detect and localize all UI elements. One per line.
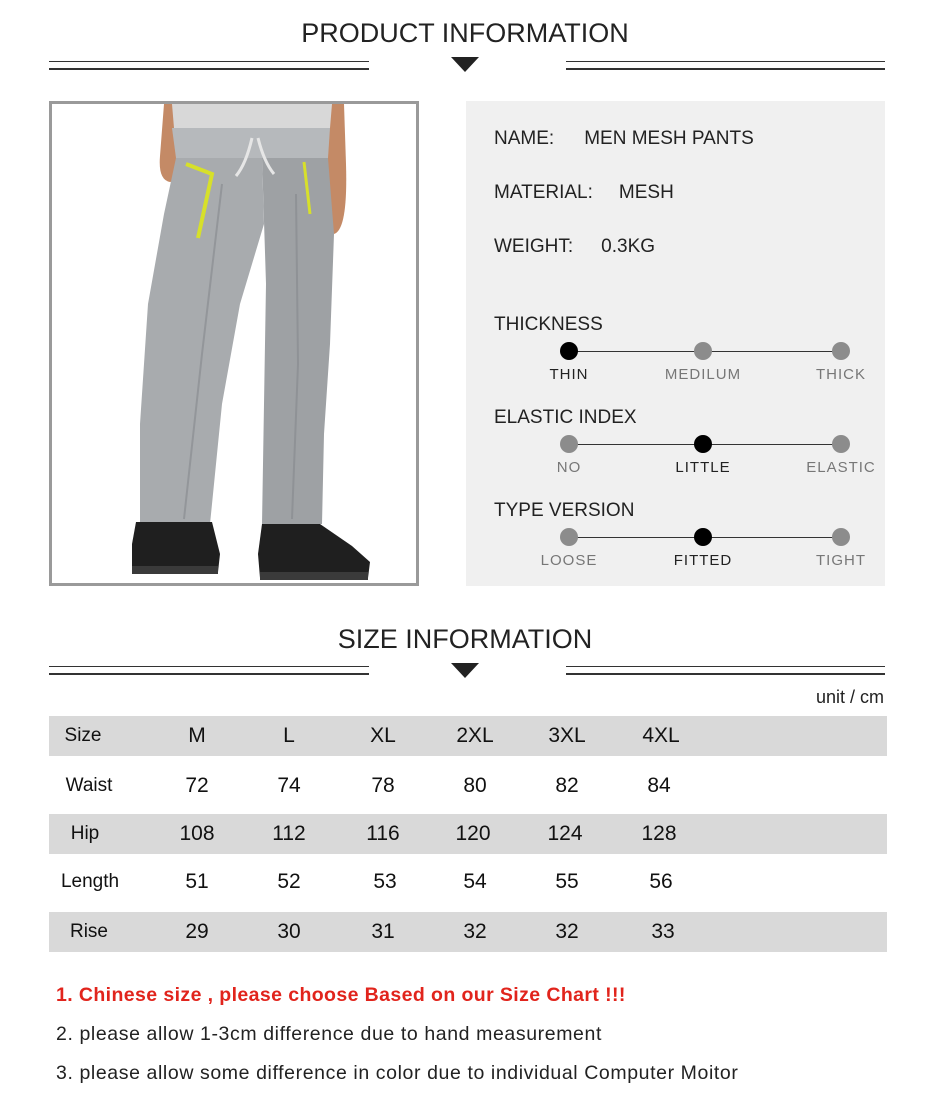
thickness-dot-medium <box>694 342 712 360</box>
table-cell: 56 <box>649 870 673 893</box>
elastic-index-title: ELASTIC INDEX <box>494 407 637 428</box>
detail-name-value: MEN MESH PANTS <box>584 128 754 149</box>
table-row-waist <box>49 766 887 806</box>
table-header-cell: Size <box>64 725 102 746</box>
elastic-dot-little <box>694 435 712 453</box>
detail-name-label: NAME: <box>494 128 555 149</box>
size-arrow-icon <box>451 663 479 678</box>
table-cell: 74 <box>277 774 301 797</box>
type-dot-fitted <box>694 528 712 546</box>
table-header-cell: XL <box>370 724 396 747</box>
table-cell: 29 <box>185 920 209 943</box>
table-cell: 116 <box>366 822 400 845</box>
elastic-dot-no <box>560 435 578 453</box>
title-rule-right <box>566 61 885 70</box>
table-row-length <box>49 862 887 902</box>
table-header-cell: 4XL <box>642 724 680 747</box>
size-information-title: SIZE INFORMATION <box>337 624 593 654</box>
table-row-hip <box>49 814 887 854</box>
table-row-rise <box>49 912 887 952</box>
thickness-label-thick: THICK <box>816 366 866 383</box>
table-header-cell: M <box>188 724 206 747</box>
thickness-dot-thin <box>560 342 578 360</box>
type-dot-loose <box>560 528 578 546</box>
table-cell: 120 <box>455 822 491 845</box>
table-cell: 33 <box>651 920 675 943</box>
title-rule-left <box>49 61 369 70</box>
elastic-label-little: LITTLE <box>675 459 731 476</box>
detail-material-label: MATERIAL: <box>494 182 593 203</box>
table-row-label: Rise <box>69 921 109 942</box>
detail-weight-label: WEIGHT: <box>494 236 574 257</box>
size-rule-left <box>49 666 369 675</box>
elastic-dot-elastic <box>832 435 850 453</box>
elastic-label-elastic: ELASTIC <box>806 459 876 476</box>
product-info-panel <box>466 101 885 586</box>
table-cell: 51 <box>185 870 209 893</box>
table-cell: 112 <box>272 822 306 845</box>
table-cell: 55 <box>555 870 579 893</box>
table-row-label: Waist <box>65 775 113 796</box>
elastic-label-no: NO <box>556 459 582 476</box>
table-cell: 53 <box>373 870 397 893</box>
table-cell: 84 <box>647 774 671 797</box>
type-dot-tight <box>832 528 850 546</box>
table-cell: 32 <box>555 920 579 943</box>
product-information-title: PRODUCT INFORMATION <box>301 18 629 48</box>
type-version-title: TYPE VERSION <box>494 500 635 521</box>
table-header-cell: 2XL <box>456 724 494 747</box>
table-cell: 72 <box>185 774 209 797</box>
table-cell: 78 <box>371 774 395 797</box>
product-photo <box>49 101 419 586</box>
detail-name <box>494 128 754 150</box>
table-cell: 108 <box>179 822 215 845</box>
table-cell: 128 <box>641 822 677 845</box>
size-rule-right <box>566 666 885 675</box>
table-cell: 31 <box>371 920 395 943</box>
thickness-dot-thick <box>832 342 850 360</box>
table-row-label: Hip <box>70 823 100 844</box>
title-arrow-icon <box>451 57 479 72</box>
table-cell: 52 <box>277 870 301 893</box>
type-label-loose: LOOSE <box>540 552 598 569</box>
table-cell: 80 <box>463 774 487 797</box>
unit-label: unit / cm <box>815 687 884 707</box>
thickness-title: THICKNESS <box>494 314 603 335</box>
type-label-fitted: FITTED <box>673 552 733 569</box>
pants-illustration <box>52 104 416 583</box>
detail-weight <box>494 236 655 258</box>
size-table <box>49 716 887 952</box>
table-cell: 54 <box>463 870 487 893</box>
detail-weight-value: 0.3KG <box>601 236 656 257</box>
table-header-cell: 3XL <box>548 724 586 747</box>
note-measurement: 2. please allow 1-3cm difference due to hand measurement <box>56 1023 602 1045</box>
table-header-cell: L <box>283 724 295 747</box>
note-color: 3. please allow some difference in color due to individual Computer Moitor <box>56 1062 739 1084</box>
table-cell: 124 <box>547 822 583 845</box>
table-cell: 82 <box>555 774 579 797</box>
thickness-label-thin: THIN <box>549 366 589 383</box>
type-label-tight: TIGHT <box>816 552 866 569</box>
detail-material <box>494 182 674 204</box>
thickness-label-medium: MEDILUM <box>664 366 742 383</box>
table-row-label: Length <box>60 871 120 892</box>
table-header-row <box>49 716 887 756</box>
note-size-warning: 1. Chinese size , please choose Based on our Size Chart !!! <box>56 984 626 1006</box>
detail-material-value: MESH <box>618 182 674 203</box>
table-cell: 32 <box>463 920 487 943</box>
table-cell: 30 <box>277 920 301 943</box>
